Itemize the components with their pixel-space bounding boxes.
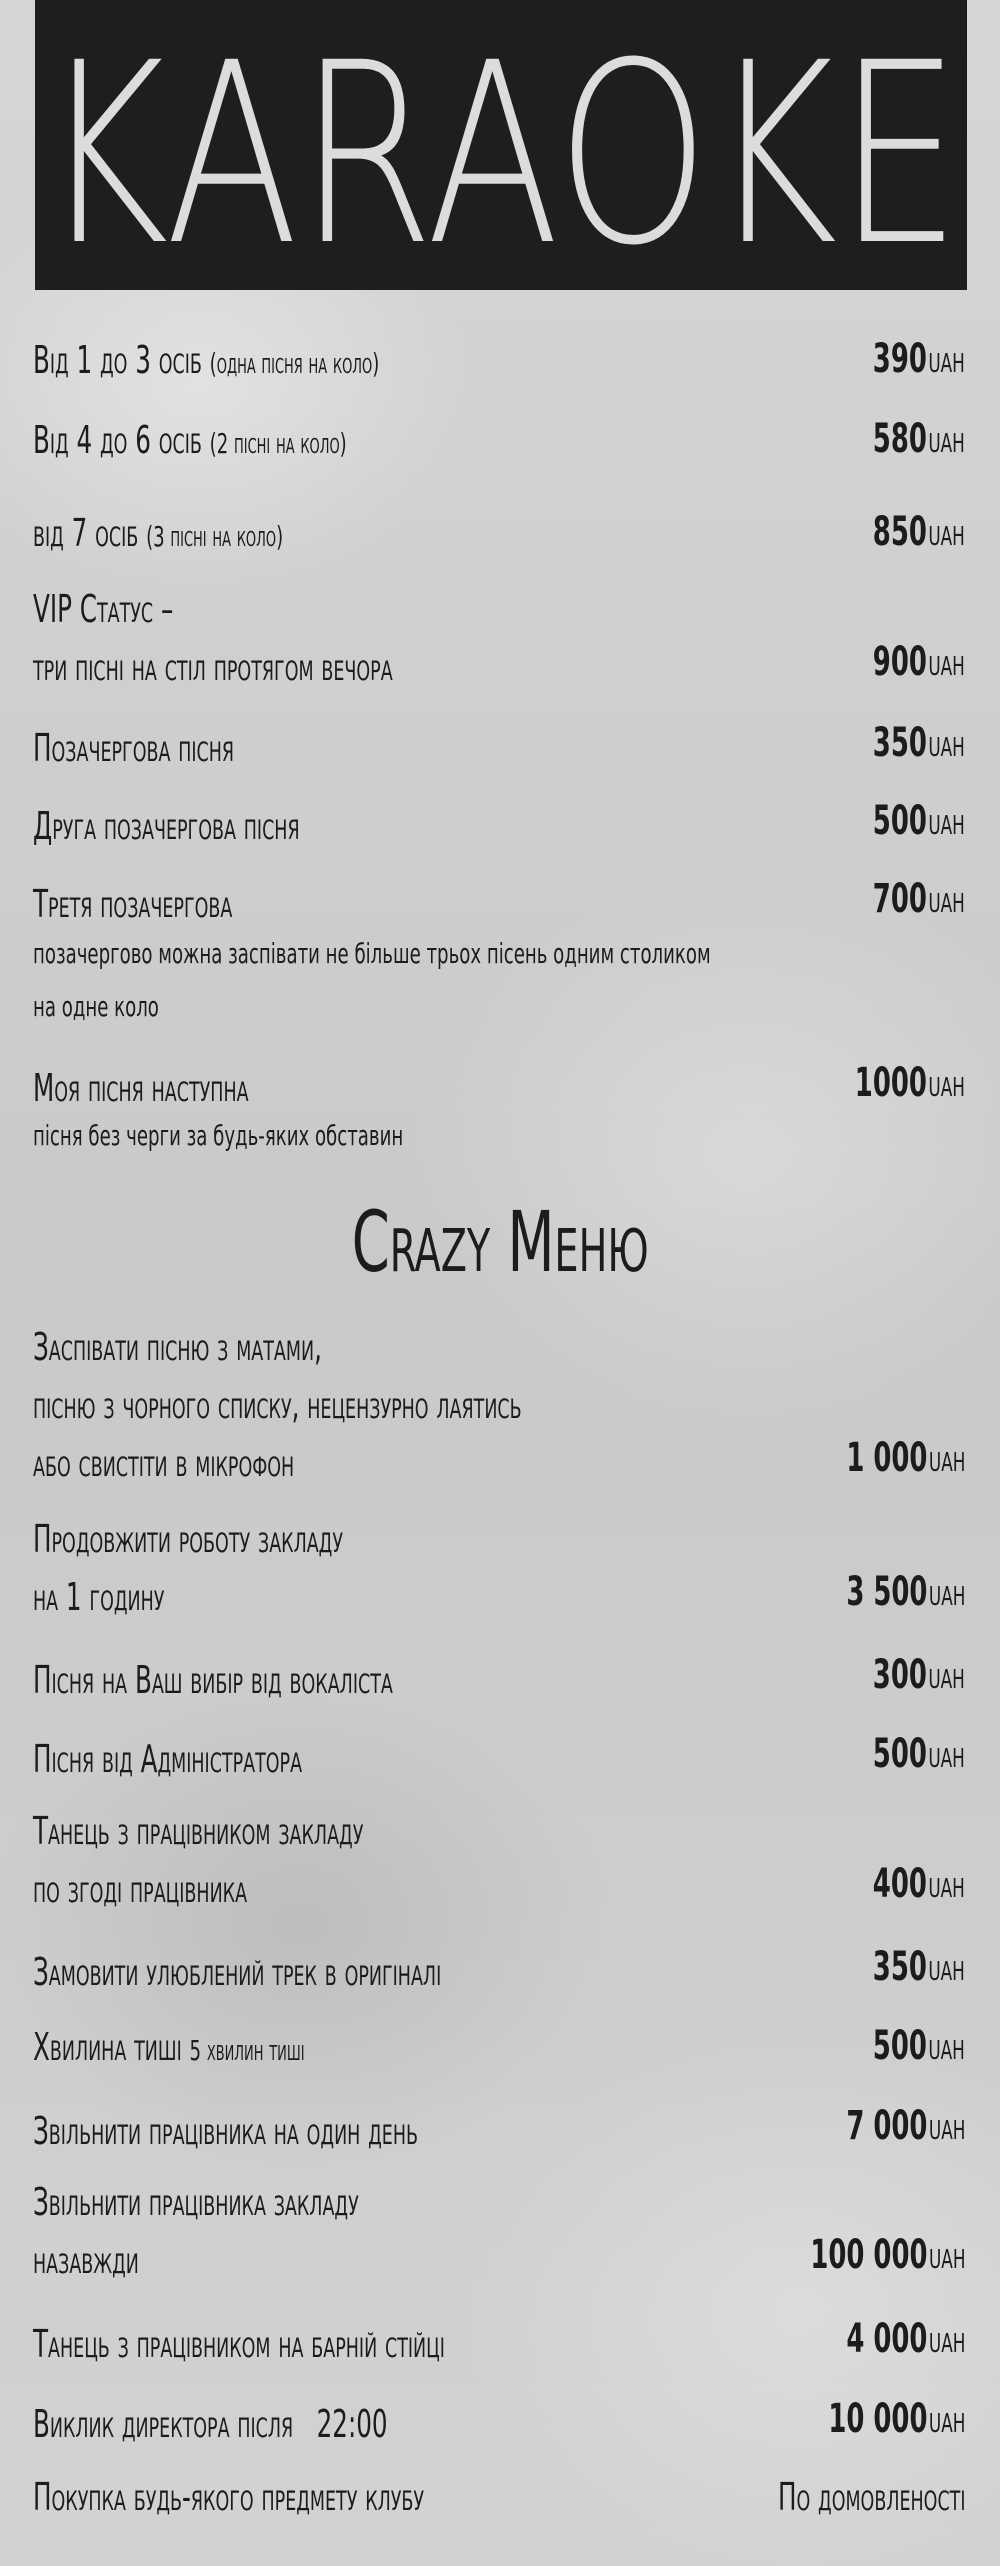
crazy-item [33,1510,965,1626]
crazy-item-price: По домовленості [777,2475,965,2519]
crazy-item-label: Танець з працівником на барній стійці [33,2322,445,2366]
price-row [33,410,965,473]
crazy-item-price: 350UAH [872,1944,965,1990]
price-label: Моя пісня наступна [33,1066,249,1110]
crazy-item-label: назавжди [33,2238,139,2282]
karaoke-title: KARAOKE [41,9,961,300]
crazy-item [33,2173,965,2289]
crazy-item-price: 7 000UAH [845,2103,965,2149]
crazy-item-label: Танець з працівником закладу [33,1809,364,1853]
price-row [33,714,965,777]
price-value: 1000UAH [854,1060,965,1106]
price-value: 900UAH [872,639,965,685]
crazy-menu-title: Crazy Меню [351,1193,649,1291]
price-label: Від 4 до 6 осіб (2 пісні на коло) [33,418,347,462]
crazy-item-price: 300UAH [872,1652,965,1698]
crazy-item-label: Заспівати пісню з матами, [33,1325,322,1369]
crazy-item-label: Продовжити роботу закладу [33,1517,344,1561]
crazy-item [33,1646,965,1709]
crazy-item-label: Звільнити працівника на один день [33,2109,419,2153]
price-label: три пісні на стіл протягом вечора [33,645,393,689]
crazy-item-label: Покупка будь-якого предмету клубу [33,2475,425,2519]
crazy-item-label: Пісня від Адміністратора [33,1737,303,1781]
crazy-item [33,2097,965,2160]
karaoke-header [35,0,967,300]
crazy-item [33,2468,965,2526]
crazy-item-label: по згоді працівника [33,1867,248,1911]
crazy-item-label: на 1 годину [33,1575,165,1619]
crazy-item [33,1802,965,1918]
price-row [33,330,965,393]
crazy-item-price: 3 500UAH [845,1569,965,1615]
price-label: від 7 осіб (3 пісні на коло) [33,511,284,555]
crazy-item-label: Пісня на Ваш вибір від вокаліста [33,1658,393,1702]
crazy-item [33,2310,965,2373]
crazy-item [33,1938,965,2001]
price-note: пісня без черги за будь-яких обставин [33,1119,404,1152]
crazy-item-label: Замовити улюблений трек в оригіналі [33,1950,442,1994]
price-row [33,580,965,696]
price-value: 390UAH [872,336,965,382]
crazy-item [33,1318,965,1492]
crazy-item-price: 10 000UAH [827,2396,965,2442]
crazy-item-price: 1 000UAH [845,1435,965,1481]
price-note: позачергово можна заспівати не більше трьох пісень одним столиком [33,937,711,970]
price-row [33,870,965,933]
price-row [33,1054,965,1117]
crazy-item-label: Звільнити працівника закладу [33,2180,359,2224]
price-label: VIP Статус – [33,587,174,631]
price-value: 850UAH [872,509,965,555]
crazy-item-price: 500UAH [872,2023,965,2069]
price-label: Позачергова пісня [33,726,235,770]
crazy-item-label: Виклик директора після 22:00 [33,2402,388,2446]
crazy-item-price: 400UAH [872,1861,965,1907]
price-value: 350UAH [872,720,965,766]
price-label: Від 1 до 3 осіб (одна пісня на коло) [33,338,380,382]
price-row [33,503,965,566]
price-row [33,792,965,855]
crazy-item-price: 100 000UAH [809,2232,965,2278]
crazy-item-price: 4 000UAH [845,2316,965,2362]
crazy-item-label: Хвилина тиші 5 хвилин тиші [33,2025,305,2069]
crazy-item [33,1725,965,1788]
crazy-item-label: пісню з чорного списку, нецензурно лаятись [33,1383,522,1427]
crazy-item [33,2017,965,2080]
crazy-item-label: або свистіти в мікрофон [33,1441,295,1485]
price-label: Третя позачергова [33,882,233,926]
price-value: 700UAH [872,876,965,922]
price-value: 500UAH [872,798,965,844]
price-label: Друга позачергова пісня [33,804,300,848]
crazy-item [33,2390,965,2453]
price-value: 580UAH [872,416,965,462]
price-note: на одне коло [33,990,159,1023]
crazy-item-price: 500UAH [872,1731,965,1777]
